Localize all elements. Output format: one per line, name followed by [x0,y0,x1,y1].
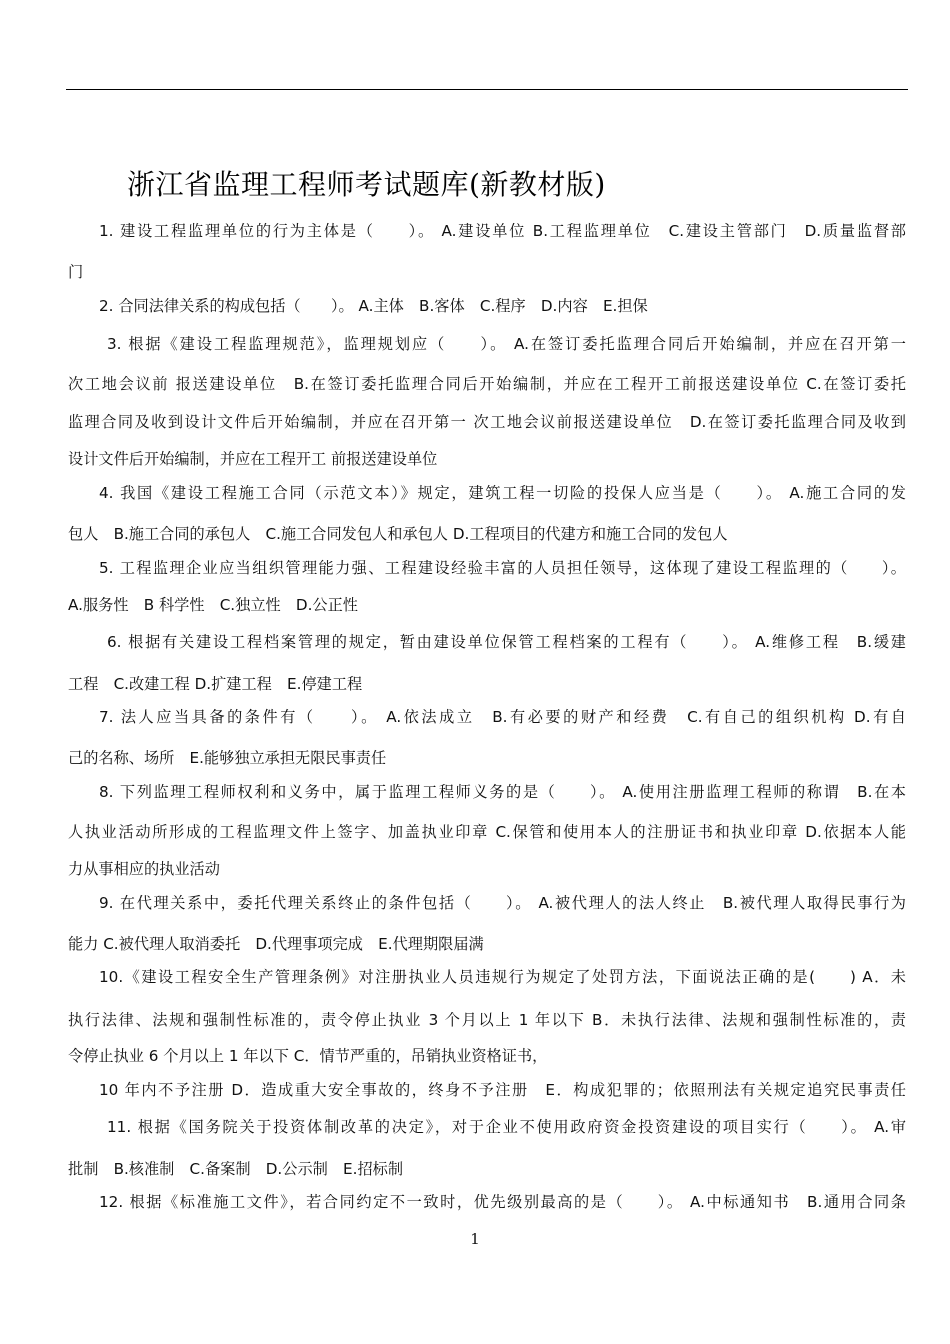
question-line: 3. 根据《建设工程监理规范》，监理规划应（ ）。 A.在签订委托监理合同后开始编制，并应在召开第一 [107,335,906,353]
question-line: 执行法律、法规和强制性标准的，责令停止执业 3 个月以上 1 年以下 B．未执行法律、法规和强制性标准的，责 [68,1011,906,1029]
question-line: 9. 在代理关系中，委托代理关系终止的条件包括（ ）。 A.被代理人的法人终止 B.被代理人取得民事行为 [99,894,906,912]
question-line: 令停止执业 6 个月以上 1 年以下 C．情节严重的，吊销执业资格证书， [68,1047,548,1065]
question-line: 次工地会议前 报送建设单位 B.在签订委托监理合同后开始编制，并应在工程开工前报送建设单位 C.在签订委托 [68,375,906,393]
question-line: 7. 法人应当具备的条件有（ ）。 A.依法成立 B.有必要的财产和经费 C.有自己的组织机构 D.有自 [99,708,906,726]
question-line: 包人 B.施工合同的承包人 C.施工合同发包人和承包人 D.工程项目的代建方和施工合同的发包人 [68,525,728,543]
question-line: 10 年内不予注册 D．造成重大安全事故的，终身不予注册 E．构成犯罪的；依照刑法有关规定追究民事责任 [99,1081,906,1099]
question-line: 工程 C.改建工程 D.扩建工程 E.停建工程 [68,675,363,693]
question-line: 11. 根据《国务院关于投资体制改革的决定》，对于企业不使用政府资金投资建设的项目实行（ ）。 A.审 [107,1118,906,1136]
header-rule [66,89,908,90]
page-number: 1 [470,1230,480,1248]
question-line: 2. 合同法律关系的构成包括（ ）。 A.主体 B.客体 C.程序 D.内容 E.担保 [99,297,648,315]
question-line: 己的名称、场所 E.能够独立承担无限民事责任 [68,749,387,767]
question-line: 5. 工程监理企业应当组织管理能力强、工程建设经验丰富的人员担任领导，这体现了建设工程监理的（ ）。 [99,559,906,577]
question-line: 8. 下列监理工程师权利和义务中，属于监理工程师义务的是（ ）。 A.使用注册监理工程师的称谓 B.在本 [99,783,906,801]
question-line: 能力 C.被代理人取消委托 D.代理事项完成 E.代理期限届满 [68,935,484,953]
question-line: 力从事相应的执业活动 [68,860,220,878]
question-line: 4. 我国《建设工程施工合同（示范文本）》规定，建筑工程一切险的投保人应当是（ ）。 A.施工合同的发 [99,484,906,502]
document-title: 浙江省监理工程师考试题库(新教材版) [127,168,606,201]
question-line: 人执业活动所形成的工程监理文件上签字、加盖执业印章 C.保管和使用本人的注册证书和执业印章 D.依据本人能 [68,823,906,841]
question-line: 1. 建设工程监理单位的行为主体是（ ）。 A.建设单位 B.工程监理单位 C.建设主管部门 D.质量监督部 [99,222,906,240]
question-line: 门 [68,263,84,281]
question-line: 6. 根据有关建设工程档案管理的规定，暂由建设单位保管工程档案的工程有（ ）。 A.维修工程 B.缓建 [107,633,906,651]
question-line: A.服务性 B 科学性 C.独立性 D.公正性 [68,596,358,614]
question-line: 10.《建设工程安全生产管理条例》对注册执业人员违规行为规定了处罚方法，下面说法正确的是( ) A．未 [99,968,906,986]
question-line: 设计文件后开始编制，并应在工程开工 前报送建设单位 [68,450,438,468]
question-line: 监理合同及收到设计文件后开始编制，并应在召开第一 次工地会议前报送建设单位 D.在签订委托监理合同及收到 [68,413,906,431]
question-line: 批制 B.核准制 C.备案制 D.公示制 E.招标制 [68,1160,404,1178]
question-line: 12. 根据《标准施工文件》，若合同约定不一致时，优先级别最高的是（ ）。 A.中标通知书 B.通用合同条 [99,1193,906,1211]
